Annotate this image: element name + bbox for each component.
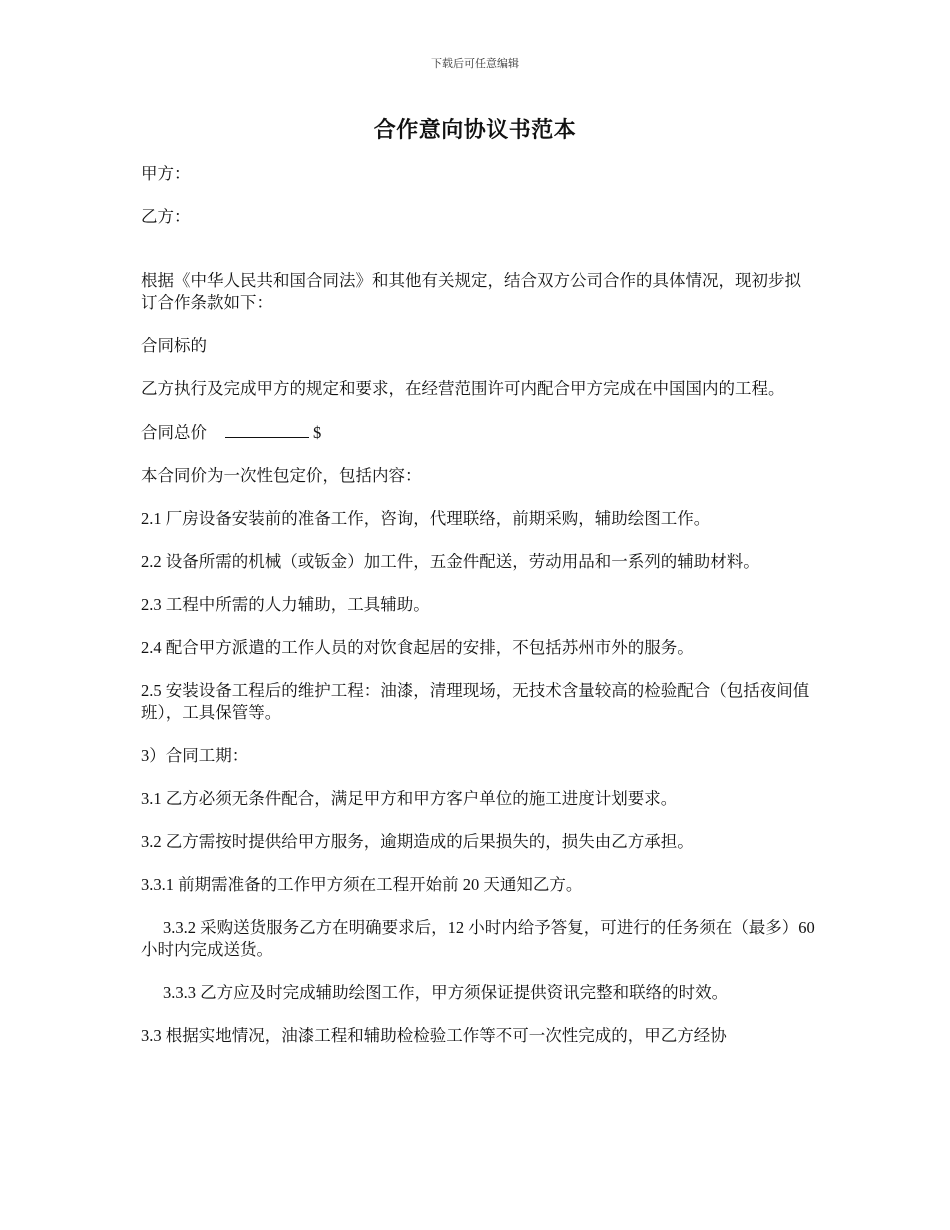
clause-3-1: 3.1 乙方必须无条件配合，满足甲方和甲方客户单位的施工进度计划要求。 — [141, 789, 678, 808]
price-label: 合同总价 — [141, 423, 207, 442]
price-description: 本合同价为一次性包定价，包括内容： — [141, 466, 422, 485]
clause-2-2: 2.2 设备所需的机械（或钣金）加工件，五金件配送，劳动用品和一系列的辅助材料。 — [141, 552, 760, 571]
party-a-line: 甲方： — [141, 164, 191, 183]
subject-paragraph: 乙方执行及完成甲方的规定和要求，在经营范围许可内配合甲方完成在中国国内的工程。 — [141, 379, 785, 398]
intro-paragraph: 根据《中华人民共和国合同法》和其他有关规定，结合双方公司合作的具体情况，现初步拟订合作条款如下： — [141, 271, 801, 312]
period-heading: 3）合同工期： — [141, 746, 249, 765]
document-title: 合作意向协议书范本 — [373, 117, 577, 142]
party-b-line: 乙方： — [141, 207, 191, 226]
subject-heading: 合同标的 — [141, 336, 207, 355]
clause-3-3: 3.3 根据实地情况，油漆工程和辅助检检验工作等不可一次性完成的，甲乙方经协 — [141, 1026, 727, 1045]
clause-2-1: 2.1 厂房设备安装前的准备工作，咨询，代理联络，前期采购，辅助绘图工作。 — [141, 509, 711, 528]
clause-3-3-1: 3.3.1 前期需准备的工作甲方须在工程开始前 20 天通知乙方。 — [141, 875, 583, 894]
page-header-note: 下载后可任意编辑 — [431, 58, 519, 70]
clause-3-2: 3.2 乙方需按时提供给甲方服务，逾期造成的后果损失的，损失由乙方承担。 — [141, 832, 694, 851]
price-blank — [225, 421, 309, 438]
price-line — [141, 421, 816, 444]
clause-2-5: 2.5 安装设备工程后的维护工程：油漆，清理现场，无技术含量较高的检验配合（包括夜间值班），工具保管等。 — [141, 681, 810, 722]
clause-2-3: 2.3 工程中所需的人力辅助，工具辅助。 — [141, 595, 430, 614]
price-currency: $ — [313, 423, 322, 442]
clause-3-3-2: 3.3.2 采购送货服务乙方在明确要求后，12 小时内给予答复，可进行的任务须在（最多）60 小时内完成送货。 — [141, 918, 815, 959]
document-body — [141, 163, 816, 1068]
clause-2-4: 2.4 配合甲方派遣的工作人员的对饮食起居的安排，不包括苏州市外的服务。 — [141, 638, 694, 657]
clause-3-3-3: 3.3.3 乙方应及时完成辅助绘图工作，甲方须保证提供资讯完整和联络的时效。 — [163, 983, 729, 1002]
